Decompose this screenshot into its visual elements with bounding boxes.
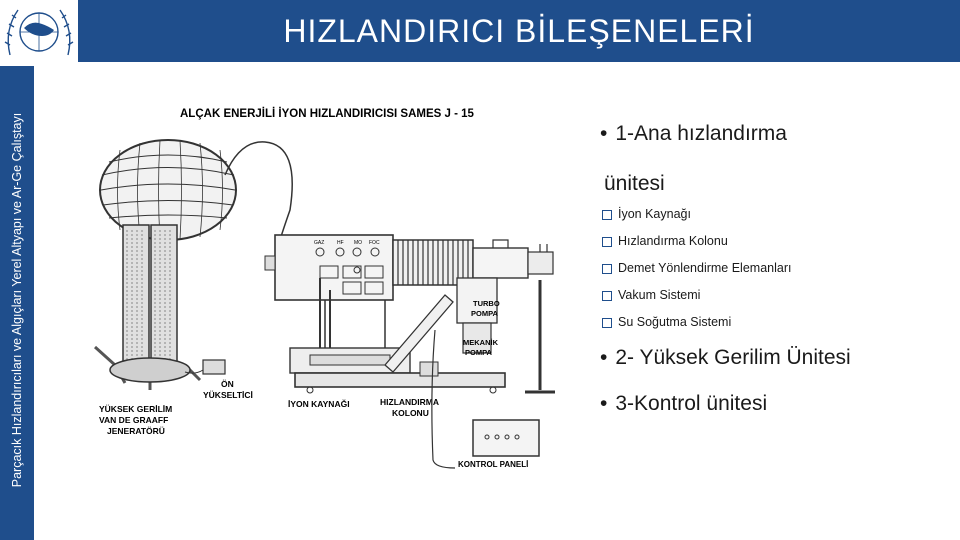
bullet-main-1-text: 1-Ana hızlandırma — [615, 122, 787, 145]
bullet-main-1-continuation: ünitesi — [604, 172, 665, 195]
checkbox-square-icon — [602, 291, 612, 301]
bullet-main-3 — [600, 392, 767, 416]
sub-bullet-item — [602, 261, 791, 288]
sub-bullet-text: Vakum Sistemi — [618, 288, 701, 302]
van-de-graaff-generator — [95, 140, 292, 390]
sub-bullet-text: Hızlandırma Kolonu — [618, 234, 728, 248]
label-ion-source: İYON KAYNAĞI — [288, 399, 350, 409]
label-generator-2: VAN DE GRAAFF — [99, 415, 169, 425]
gauge-gaz: GAZ — [314, 240, 325, 246]
gauge-mo: MO — [354, 240, 363, 246]
world-emblem-logo — [0, 0, 78, 66]
accelerator-diagram — [85, 90, 580, 490]
sidebar — [0, 0, 34, 540]
label-mech-1: MEKANİK — [463, 338, 498, 347]
gauge-hf: HF — [337, 240, 344, 246]
bullet-dot: • — [600, 346, 608, 369]
label-generator-1: YÜKSEK GERİLİM — [99, 404, 173, 414]
gauge-foc: FOC — [369, 240, 380, 246]
label-column-2: KOLONU — [392, 408, 429, 418]
page-title: HIZLANDIRICI BİLEŞENELERİ — [283, 13, 755, 49]
sidebar-text: Parçacık Hızlandırıcıları ve Algıçları Yerel Altyapı ve Ar-Ge Çalıştayı — [10, 112, 24, 488]
label-control-panel: KONTROL PANELİ — [458, 460, 529, 469]
bullet-main-1 — [600, 122, 787, 146]
label-turbo-2: POMPA — [471, 309, 498, 318]
sub-bullet-text: Demet Yönlendirme Elemanları — [618, 261, 792, 275]
label-preamp-1: ÖN — [221, 379, 234, 389]
bullet-main-3-text: 3-Kontrol ünitesi — [615, 392, 768, 415]
label-generator-3: JENERATÖRÜ — [107, 426, 165, 436]
checkbox-square-icon — [602, 237, 612, 247]
diagram-title: ALÇAK ENERJİLİ İYON HIZLANDIRICISI SAMES J - 15 — [180, 108, 474, 120]
label-column-1: HIZLANDIRMA — [380, 397, 440, 407]
bullet-main-2 — [600, 346, 851, 370]
label-preamp-2: YÜKSELTİCİ — [203, 390, 253, 400]
checkbox-square-icon — [602, 264, 612, 274]
bullet-main-2-text: 2- Yüksek Gerilim Ünitesi — [615, 346, 851, 369]
label-mech-2: POMPA — [465, 348, 492, 357]
title-banner — [0, 0, 960, 62]
bullet-dot: • — [600, 392, 608, 415]
sub-bullet-text: Su Soğutma Sistemi — [618, 315, 732, 329]
bullet-dot: • — [600, 122, 608, 145]
checkbox-square-icon — [602, 318, 612, 328]
checkbox-square-icon — [602, 210, 612, 220]
sub-bullet-item — [602, 315, 791, 342]
label-turbo-1: TURBO — [473, 299, 500, 308]
sub-bullet-item — [602, 207, 791, 234]
sub-bullet-item — [602, 288, 791, 315]
sub-bullet-text: İyon Kaynağı — [618, 207, 691, 221]
sub-bullet-item — [602, 234, 791, 261]
sub-bullet-list — [602, 207, 791, 342]
